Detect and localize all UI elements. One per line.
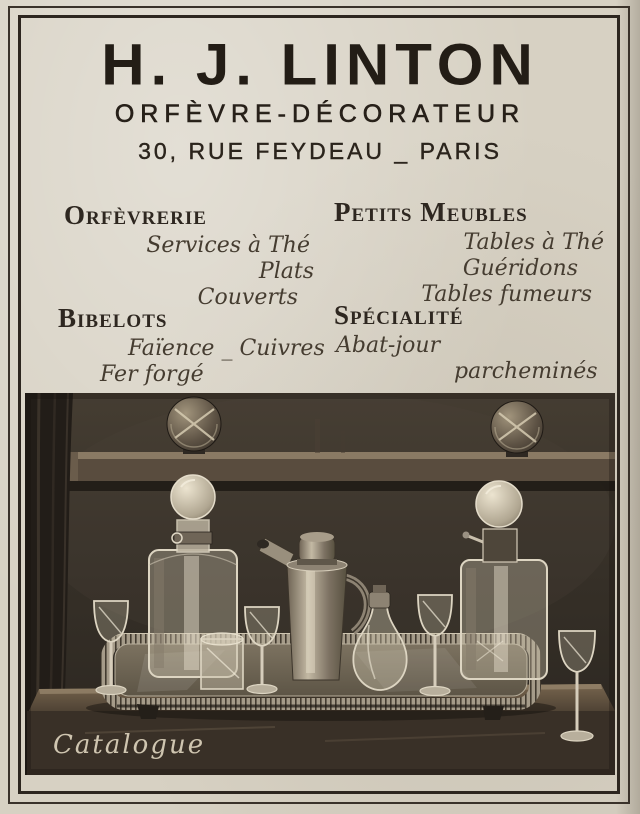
glass-box — [201, 633, 243, 689]
section-heading: Spécialité — [334, 300, 464, 330]
candlestick-silhouette — [315, 419, 320, 453]
section-heading: Orfèvrerie — [64, 200, 207, 230]
section-items — [54, 336, 324, 388]
list-item: Services à Thé — [146, 233, 310, 258]
advertiser-name: H. J. LINTON — [101, 32, 539, 97]
candlestick-silhouette — [341, 431, 345, 453]
section-petits-meubles — [334, 197, 606, 308]
section-heading: Bibelots — [58, 303, 168, 333]
list-item: Abat-jour — [336, 333, 441, 358]
section-orfevrerie — [58, 200, 314, 311]
section-items — [334, 333, 610, 385]
list-item: Fer forgé — [100, 362, 204, 387]
photo-caption: Catalogue — [53, 730, 206, 760]
list-item: Couverts — [197, 285, 298, 310]
address-line: 30, RUE FEYDEAU _ PARIS — [138, 138, 502, 164]
section-bibelots — [54, 303, 324, 388]
section-heading: Petits Meubles — [334, 197, 528, 227]
list-item: parcheminés — [454, 359, 598, 384]
section-items — [334, 230, 606, 308]
list-item: Guéridons — [462, 256, 578, 281]
ball-stopper — [171, 475, 215, 519]
list-item: Plats — [258, 259, 314, 284]
ball-stopper — [476, 481, 522, 527]
section-specialite — [334, 300, 610, 385]
photo-illustration — [25, 393, 615, 775]
section-items — [58, 233, 314, 311]
list-item: Tables à Thé — [463, 230, 604, 255]
list-item: Tables fumeurs — [421, 282, 592, 307]
product-photograph — [25, 393, 615, 775]
list-item: Faïence _ Cuivres — [128, 336, 325, 361]
profession-line: ORFÈVRE-DÉCORATEUR — [114, 100, 526, 128]
